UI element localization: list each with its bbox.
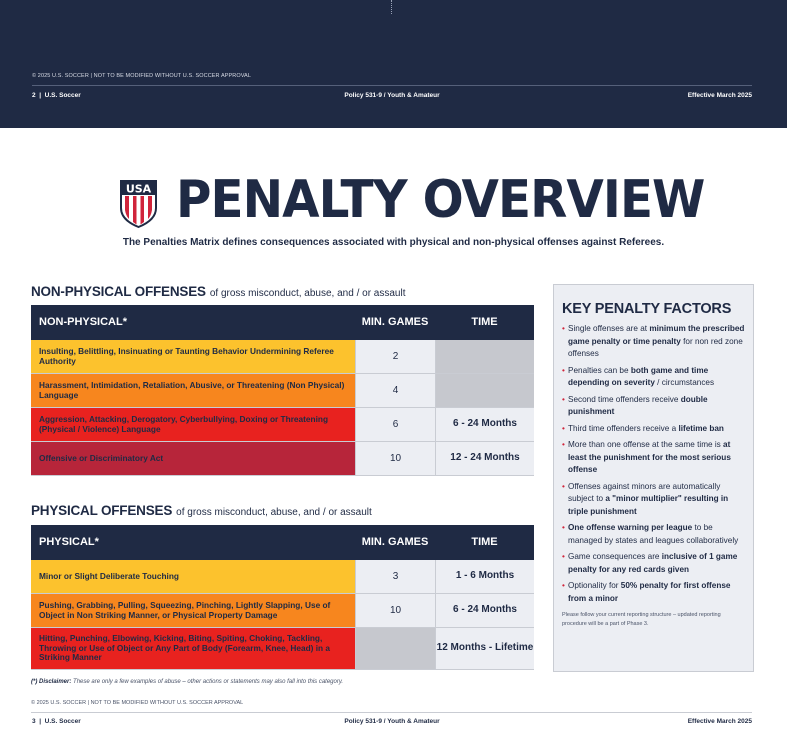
min-games-cell: 10	[355, 594, 435, 627]
offense-cell: Hitting, Punching, Elbowing, Kicking, Biting, Spiting, Choking, Tackling, Throwing or Use of Object or Any Part of Body (Forearm, Knee, Head) in a Striking Manner	[31, 628, 355, 669]
list-item: • One offense warning per league to be managed by states and leagues collaboratively	[562, 522, 745, 547]
list-item: • More than one offense at the same time is at least the punishment for the most serious offense	[562, 439, 745, 477]
table-row	[31, 442, 534, 476]
column-header-min-games: MIN. GAMES	[361, 316, 429, 328]
effective-date: Effective March 2025	[687, 92, 752, 99]
copyright-text: © 2025 U.S. SOCCER | NOT TO BE MODIFIED WITHOUT U.S. SOCCER APPROVAL	[32, 73, 251, 79]
fold-guide	[391, 0, 393, 14]
list-item: • Third time offenders receive a lifetime ban	[562, 423, 745, 436]
section-subtitle: of gross misconduct, abuse, and / or assault	[209, 288, 406, 299]
time-cell: 12 - 24 Months	[435, 442, 534, 475]
disclaimer-text: These are only a few examples of abuse – other actions or statements may also fall into this category.	[71, 679, 344, 685]
offense-cell: Pushing, Grabbing, Pulling, Squeezing, Pinching, Lightly Slapping, Use of Object in Non Striking Manner, or Physical Property Damage	[31, 594, 355, 627]
list-item: • Second time offenders receive double punishment	[562, 394, 745, 419]
physical-heading	[31, 502, 372, 520]
section-title: NON-PHYSICAL OFFENSES	[31, 284, 206, 299]
list-item: • Single offenses are at minimum the prescribed game penalty or time penalty for non red zone offenses	[562, 323, 745, 361]
table-header	[31, 305, 534, 340]
min-games-cell	[355, 628, 435, 669]
section-title: PHYSICAL OFFENSES	[31, 503, 173, 518]
page-subtitle: The Penalties Matrix defines consequences associated with physical and non-physical offenses against Referees.	[122, 237, 665, 248]
disclaimer	[31, 679, 343, 685]
non-physical-heading	[31, 283, 406, 301]
column-header-offense: PHYSICAL*	[39, 536, 99, 548]
time-cell	[435, 374, 534, 407]
offense-cell: Insulting, Belittling, Insinuating or Taunting Behavior Undermining Referee Authority	[31, 340, 355, 373]
list-item: • Offenses against minors are automatically subject to a "minor multiplier" resulting in triple punishment	[562, 481, 745, 519]
disclaimer-label: (*) Disclaimer:	[31, 679, 72, 685]
column-header-time: TIME	[471, 316, 498, 328]
effective-date: Effective March 2025	[687, 718, 752, 725]
column-header-time: TIME	[471, 536, 498, 548]
svg-text:USA: USA	[125, 182, 152, 196]
us-soccer-crest-logo	[120, 180, 157, 228]
list-item: • Optionality for 50% penalty for first offense from a minor	[562, 580, 745, 605]
key-factors-title: KEY PENALTY FACTORS	[562, 301, 732, 317]
min-games-cell: 2	[355, 340, 435, 373]
table-row	[31, 594, 534, 628]
offense-cell: Offensive or Discriminatory Act	[31, 442, 355, 475]
physical-table	[31, 525, 534, 670]
table-row	[31, 408, 534, 442]
list-item: • Game consequences are inclusive of 1 game penalty for any red cards given	[562, 551, 745, 576]
policy-label: Policy 531-9 / Youth & Amateur	[344, 92, 440, 99]
time-cell	[435, 340, 534, 373]
section-subtitle: of gross misconduct, abuse, and / or assault	[176, 507, 372, 518]
non-physical-table	[31, 305, 534, 476]
offense-cell: Aggression, Attacking, Derogatory, Cyberbullying, Doxing or Threatening (Physical / Violence) Language	[31, 408, 355, 441]
offense-cell: Minor or Slight Deliberate Touching	[31, 560, 355, 593]
min-games-cell: 10	[355, 442, 435, 475]
time-cell: 12 Months - Lifetime	[435, 628, 534, 669]
min-games-cell: 6	[355, 408, 435, 441]
table-row	[31, 340, 534, 374]
time-cell: 6 - 24 Months	[435, 594, 534, 627]
min-games-cell: 4	[355, 374, 435, 407]
key-factors-list	[562, 323, 745, 605]
time-cell: 1 - 6 Months	[435, 560, 534, 593]
page-number-org: 3 | U.S. Soccer	[32, 718, 81, 725]
column-header-offense: NON-PHYSICAL*	[39, 316, 128, 328]
min-games-cell: 3	[355, 560, 435, 593]
table-row	[31, 374, 534, 408]
list-item: • Penalties can be both game and time depending on severity / circumstances	[562, 365, 745, 390]
page-number-org: 2 | U.S. Soccer	[32, 92, 81, 99]
table-header	[31, 525, 534, 560]
policy-label: Policy 531-9 / Youth & Amateur	[344, 718, 440, 725]
table-row	[31, 628, 534, 670]
offense-cell: Harassment, Intimidation, Retaliation, Abusive, or Threatening (Non Physical) Language	[31, 374, 355, 407]
page-title: PENALTY OVERVIEW	[176, 170, 705, 230]
copyright-text: © 2025 U.S. SOCCER | NOT TO BE MODIFIED WITHOUT U.S. SOCCER APPROVAL	[31, 700, 244, 706]
time-cell: 6 - 24 Months	[435, 408, 534, 441]
footer-divider	[31, 712, 752, 713]
column-header-min-games: MIN. GAMES	[361, 536, 429, 548]
reporting-note: Please follow your current reporting structure – updated reporting procedure will be a part of Phase 3.	[562, 612, 721, 627]
footer-divider	[32, 85, 752, 86]
previous-page-footer	[0, 0, 787, 128]
table-row	[31, 560, 534, 594]
key-penalty-factors-panel	[553, 284, 754, 672]
